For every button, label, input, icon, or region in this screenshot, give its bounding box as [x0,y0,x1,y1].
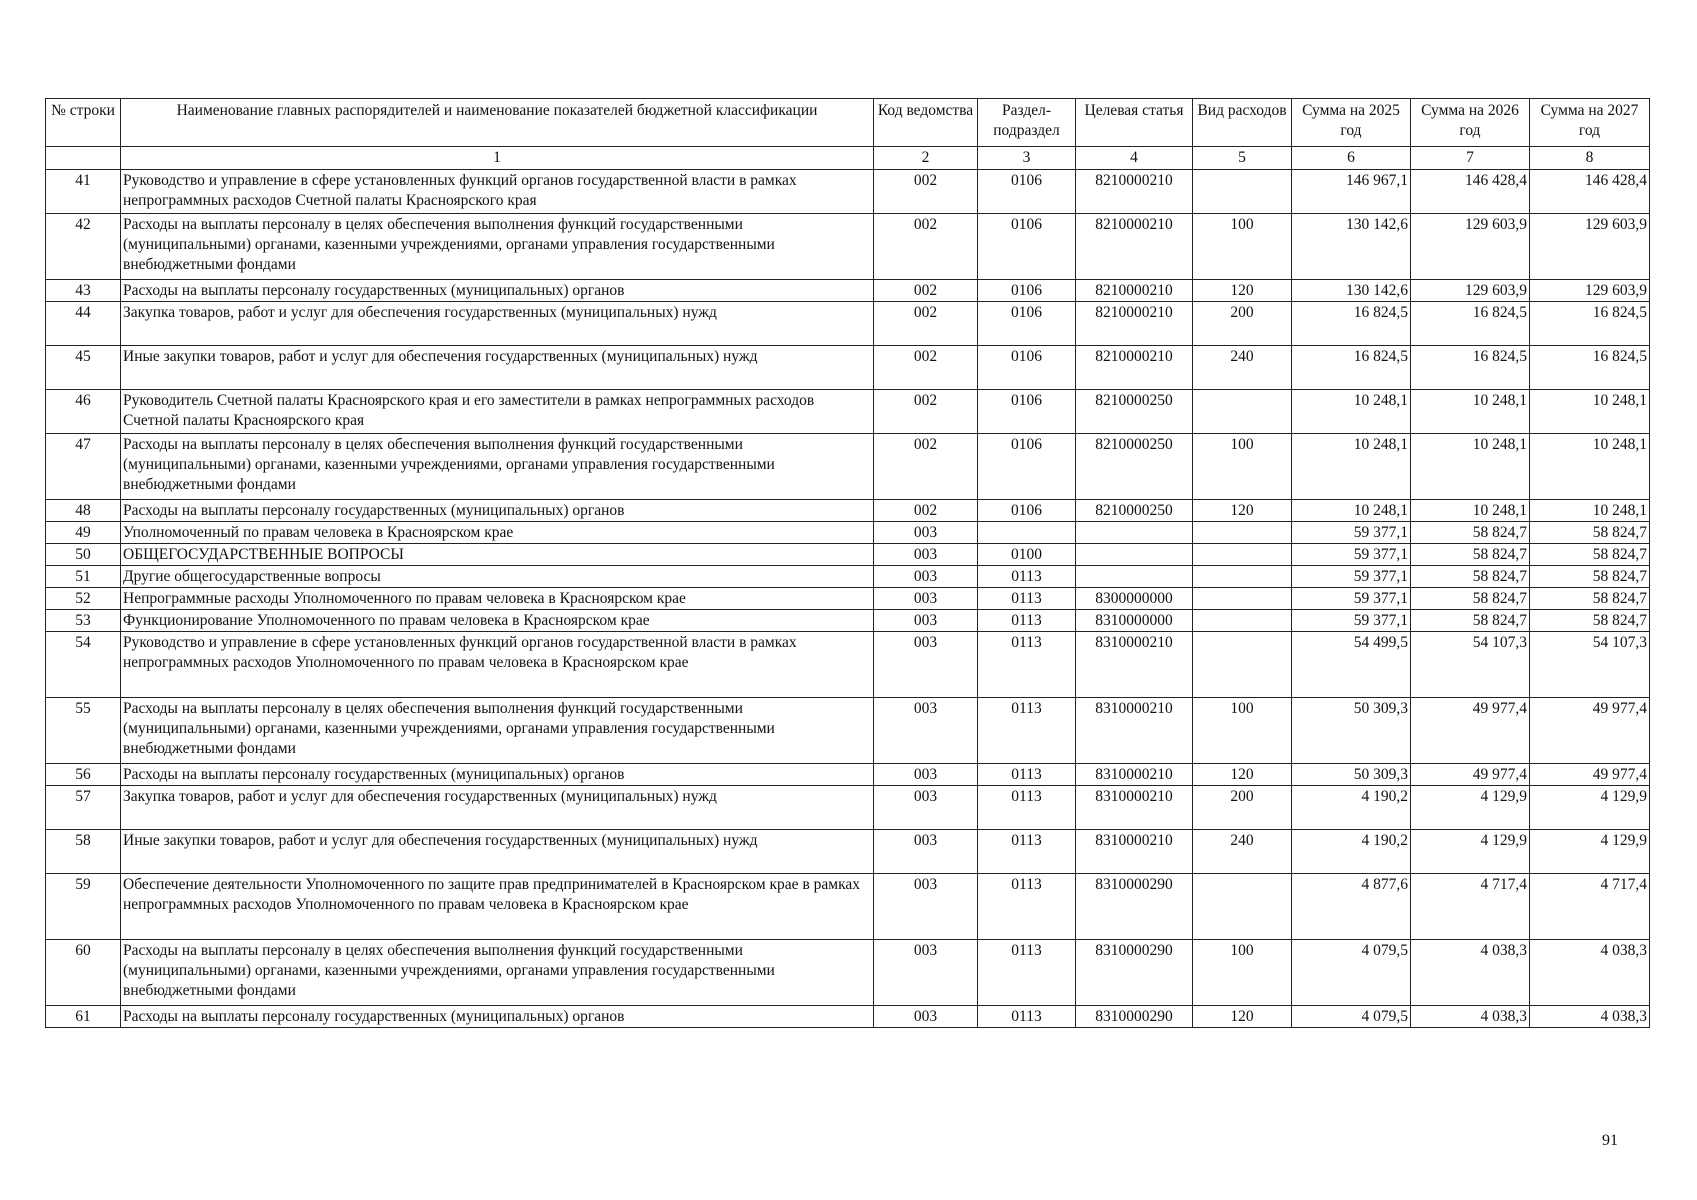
header-cell-section: Раздел-подраздел [978,99,1076,147]
sum-2026-cell: 54 107,3 [1411,632,1530,698]
sum-2027-cell: 129 603,9 [1530,214,1650,280]
name-cell: Обеспечение деятельности Уполномоченного по защите прав предпринимателей в Красноярском крае в рамках непрограммных расходов Уполномоченного по правам человека в Красноярском крае [121,874,874,940]
name-cell: Непрограммные расходы Уполномоченного по правам человека в Красноярском крае [121,588,874,610]
row-number-cell: 46 [46,390,121,434]
expense-type-cell: 100 [1193,940,1292,1006]
table-row [46,588,1650,610]
target-article-cell: 8310000290 [1076,874,1193,940]
target-article-cell [1076,544,1193,566]
row-number-cell: 48 [46,500,121,522]
sum-2027-cell: 49 977,4 [1530,764,1650,786]
column-number-cell: 5 [1193,147,1292,170]
sum-2025-cell: 59 377,1 [1292,544,1411,566]
row-number-cell: 43 [46,280,121,302]
row-number-cell: 50 [46,544,121,566]
name-cell: Расходы на выплаты персоналу государственных (муниципальных) органов [121,1006,874,1028]
table-row [46,632,1650,698]
sum-2026-cell: 16 824,5 [1411,302,1530,346]
sum-2025-cell: 4 079,5 [1292,1006,1411,1028]
name-cell: ОБЩЕГОСУДАРСТВЕННЫЕ ВОПРОСЫ [121,544,874,566]
expense-type-cell [1193,632,1292,698]
expense-type-cell [1193,390,1292,434]
expense-type-cell [1193,170,1292,214]
name-cell: Руководство и управление в сфере установленных функций органов государственной власти в рамках непрограммных расходов Счетной палаты Красноярского края [121,170,874,214]
sum-2025-cell: 50 309,3 [1292,764,1411,786]
header-row [46,99,1650,147]
sum-2026-cell: 49 977,4 [1411,698,1530,764]
department-code-cell: 002 [874,280,978,302]
table-row [46,940,1650,1006]
column-number-cell: 7 [1411,147,1530,170]
row-number-cell: 45 [46,346,121,390]
table-row [46,786,1650,830]
table-row [46,302,1650,346]
sum-2026-cell: 129 603,9 [1411,214,1530,280]
target-article-cell: 8210000210 [1076,302,1193,346]
header-cell-department-code: Код ведомства [874,99,978,147]
target-article-cell: 8310000000 [1076,610,1193,632]
sum-2027-cell: 58 824,7 [1530,588,1650,610]
target-article-cell [1076,522,1193,544]
department-code-cell: 002 [874,500,978,522]
section-cell [978,522,1076,544]
department-code-cell: 003 [874,544,978,566]
section-cell: 0113 [978,698,1076,764]
sum-2026-cell: 146 428,4 [1411,170,1530,214]
expense-type-cell [1193,588,1292,610]
sum-2026-cell: 4 038,3 [1411,1006,1530,1028]
target-article-cell: 8310000210 [1076,698,1193,764]
name-cell: Закупка товаров, работ и услуг для обеспечения государственных (муниципальных) нужд [121,302,874,346]
table-row [46,830,1650,874]
sum-2026-cell: 58 824,7 [1411,588,1530,610]
table-row [46,346,1650,390]
department-code-cell: 002 [874,390,978,434]
sum-2027-cell: 10 248,1 [1530,390,1650,434]
table-row [46,610,1650,632]
expense-type-cell: 200 [1193,302,1292,346]
sum-2025-cell: 146 967,1 [1292,170,1411,214]
target-article-cell: 8210000210 [1076,214,1193,280]
row-number-cell: 51 [46,566,121,588]
target-article-cell: 8310000210 [1076,830,1193,874]
sum-2026-cell: 4 717,4 [1411,874,1530,940]
sum-2025-cell: 59 377,1 [1292,522,1411,544]
target-article-cell: 8210000250 [1076,500,1193,522]
department-code-cell: 003 [874,566,978,588]
expense-type-cell [1193,566,1292,588]
table-row [46,764,1650,786]
name-cell: Уполномоченный по правам человека в Красноярском крае [121,522,874,544]
section-cell: 0106 [978,346,1076,390]
column-number-cell: 8 [1530,147,1650,170]
target-article-cell: 8310000210 [1076,764,1193,786]
department-code-cell: 002 [874,302,978,346]
section-cell: 0113 [978,786,1076,830]
name-cell: Закупка товаров, работ и услуг для обеспечения государственных (муниципальных) нужд [121,786,874,830]
column-number-cell [46,147,121,170]
table-row [46,566,1650,588]
section-cell: 0113 [978,566,1076,588]
section-cell: 0113 [978,632,1076,698]
name-cell: Функционирование Уполномоченного по правам человека в Красноярском крае [121,610,874,632]
table-row [46,434,1650,500]
row-number-cell: 52 [46,588,121,610]
sum-2026-cell: 10 248,1 [1411,434,1530,500]
sum-2027-cell: 10 248,1 [1530,500,1650,522]
row-number-cell: 57 [46,786,121,830]
department-code-cell: 003 [874,786,978,830]
target-article-cell: 8310000210 [1076,786,1193,830]
department-code-cell: 003 [874,610,978,632]
header-cell-sum-2026: Сумма на 2026 год [1411,99,1530,147]
target-article-cell: 8210000250 [1076,390,1193,434]
sum-2026-cell: 58 824,7 [1411,544,1530,566]
table-row [46,522,1650,544]
section-cell: 0106 [978,214,1076,280]
row-number-cell: 41 [46,170,121,214]
sum-2025-cell: 130 142,6 [1292,280,1411,302]
sum-2025-cell: 16 824,5 [1292,302,1411,346]
sum-2025-cell: 50 309,3 [1292,698,1411,764]
target-article-cell [1076,566,1193,588]
sum-2025-cell: 59 377,1 [1292,566,1411,588]
department-code-cell: 002 [874,214,978,280]
table-row [46,214,1650,280]
department-code-cell: 003 [874,874,978,940]
sum-2025-cell: 4 877,6 [1292,874,1411,940]
column-number-cell: 2 [874,147,978,170]
sum-2026-cell: 58 824,7 [1411,566,1530,588]
sum-2027-cell: 4 717,4 [1530,874,1650,940]
sum-2027-cell: 4 129,9 [1530,786,1650,830]
sum-2026-cell: 10 248,1 [1411,500,1530,522]
header-cell-expense-type: Вид расходов [1193,99,1292,147]
department-code-cell: 003 [874,830,978,874]
name-cell: Расходы на выплаты персоналу в целях обеспечения выполнения функций государственными (муниципальными) органами, казенными учреждениями, органами управления государственными внебюджетными фондами [121,698,874,764]
expense-type-cell: 120 [1193,1006,1292,1028]
sum-2027-cell: 58 824,7 [1530,566,1650,588]
row-number-cell: 60 [46,940,121,1006]
department-code-cell: 002 [874,346,978,390]
section-cell: 0106 [978,170,1076,214]
target-article-cell: 8310000210 [1076,632,1193,698]
row-number-cell: 47 [46,434,121,500]
sum-2027-cell: 16 824,5 [1530,302,1650,346]
target-article-cell: 8310000290 [1076,940,1193,1006]
sum-2025-cell: 10 248,1 [1292,434,1411,500]
sum-2026-cell: 16 824,5 [1411,346,1530,390]
name-cell: Расходы на выплаты персоналу государственных (муниципальных) органов [121,500,874,522]
department-code-cell: 003 [874,632,978,698]
table-row [46,1006,1650,1028]
sum-2026-cell: 49 977,4 [1411,764,1530,786]
row-number-cell: 49 [46,522,121,544]
sum-2027-cell: 49 977,4 [1530,698,1650,764]
row-number-cell: 61 [46,1006,121,1028]
sum-2027-cell: 4 129,9 [1530,830,1650,874]
row-number-cell: 53 [46,610,121,632]
header-cell-sum-2025: Сумма на 2025 год [1292,99,1411,147]
sum-2026-cell: 58 824,7 [1411,610,1530,632]
sum-2027-cell: 58 824,7 [1530,544,1650,566]
section-cell: 0106 [978,434,1076,500]
section-cell: 0113 [978,1006,1076,1028]
table-row [46,874,1650,940]
target-article-cell: 8300000000 [1076,588,1193,610]
sum-2026-cell: 129 603,9 [1411,280,1530,302]
column-number-cell: 1 [121,147,874,170]
sum-2025-cell: 10 248,1 [1292,500,1411,522]
sum-2025-cell: 4 079,5 [1292,940,1411,1006]
section-cell: 0113 [978,610,1076,632]
expense-type-cell: 120 [1193,500,1292,522]
name-cell: Руководство и управление в сфере установленных функций органов государственной власти в рамках непрограммных расходов Уполномоченного по правам человека в Красноярском крае [121,632,874,698]
sum-2026-cell: 58 824,7 [1411,522,1530,544]
department-code-cell: 003 [874,698,978,764]
table-row [46,170,1650,214]
section-cell: 0113 [978,588,1076,610]
expense-type-cell: 100 [1193,434,1292,500]
department-code-cell: 003 [874,940,978,1006]
sum-2027-cell: 146 428,4 [1530,170,1650,214]
sum-2025-cell: 59 377,1 [1292,610,1411,632]
sum-2026-cell: 4 129,9 [1411,786,1530,830]
target-article-cell: 8210000250 [1076,434,1193,500]
sum-2025-cell: 16 824,5 [1292,346,1411,390]
table-row [46,390,1650,434]
name-cell: Расходы на выплаты персоналу в целях обеспечения выполнения функций государственными (муниципальными) органами, казенными учреждениями, органами управления государственными внебюджетными фондами [121,434,874,500]
budget-table [45,98,1650,1028]
expense-type-cell: 240 [1193,830,1292,874]
sum-2026-cell: 4 038,3 [1411,940,1530,1006]
table-row [46,500,1650,522]
page-number: 91 [1602,1132,1618,1149]
expense-type-cell: 120 [1193,280,1292,302]
expense-type-cell [1193,544,1292,566]
row-number-cell: 44 [46,302,121,346]
name-cell: Расходы на выплаты персоналу в целях обеспечения выполнения функций государственными (муниципальными) органами, казенными учреждениями, органами управления государственными внебюджетными фондами [121,214,874,280]
target-article-cell: 8210000210 [1076,280,1193,302]
name-cell: Расходы на выплаты персоналу в целях обеспечения выполнения функций государственными (муниципальными) органами, казенными учреждениями, органами управления государственными внебюджетными фондами [121,940,874,1006]
sum-2025-cell: 130 142,6 [1292,214,1411,280]
section-cell: 0113 [978,764,1076,786]
name-cell: Руководитель Счетной палаты Красноярского края и его заместители в рамках непрограммных расходов Счетной палаты Красноярского края [121,390,874,434]
header-cell-row-number: № строки [46,99,121,147]
department-code-cell: 003 [874,764,978,786]
sum-2027-cell: 58 824,7 [1530,522,1650,544]
department-code-cell: 003 [874,522,978,544]
expense-type-cell: 120 [1193,764,1292,786]
column-number-cell: 6 [1292,147,1411,170]
sum-2027-cell: 10 248,1 [1530,434,1650,500]
column-number-row [46,147,1650,170]
sum-2027-cell: 16 824,5 [1530,346,1650,390]
expense-type-cell [1193,522,1292,544]
table-row [46,280,1650,302]
row-number-cell: 55 [46,698,121,764]
sum-2026-cell: 4 129,9 [1411,830,1530,874]
target-article-cell: 8210000210 [1076,346,1193,390]
name-cell: Иные закупки товаров, работ и услуг для обеспечения государственных (муниципальных) нужд [121,346,874,390]
sum-2027-cell: 58 824,7 [1530,610,1650,632]
department-code-cell: 003 [874,1006,978,1028]
column-number-cell: 3 [978,147,1076,170]
section-cell: 0106 [978,500,1076,522]
sum-2027-cell: 4 038,3 [1530,1006,1650,1028]
name-cell: Иные закупки товаров, работ и услуг для обеспечения государственных (муниципальных) нужд [121,830,874,874]
section-cell: 0113 [978,830,1076,874]
sum-2025-cell: 59 377,1 [1292,588,1411,610]
sum-2027-cell: 4 038,3 [1530,940,1650,1006]
row-number-cell: 56 [46,764,121,786]
sum-2025-cell: 54 499,5 [1292,632,1411,698]
sum-2025-cell: 10 248,1 [1292,390,1411,434]
section-cell: 0113 [978,874,1076,940]
column-number-cell: 4 [1076,147,1193,170]
target-article-cell: 8310000290 [1076,1006,1193,1028]
row-number-cell: 54 [46,632,121,698]
sum-2025-cell: 4 190,2 [1292,830,1411,874]
section-cell: 0113 [978,940,1076,1006]
expense-type-cell: 200 [1193,786,1292,830]
sum-2025-cell: 4 190,2 [1292,786,1411,830]
header-cell-name: Наименование главных распорядителей и наименование показателей бюджетной классификации [121,99,874,147]
name-cell: Другие общегосударственные вопросы [121,566,874,588]
sum-2027-cell: 54 107,3 [1530,632,1650,698]
department-code-cell: 003 [874,588,978,610]
section-cell: 0106 [978,280,1076,302]
target-article-cell: 8210000210 [1076,170,1193,214]
table-row [46,698,1650,764]
name-cell: Расходы на выплаты персоналу государственных (муниципальных) органов [121,280,874,302]
expense-type-cell: 240 [1193,346,1292,390]
header-cell-sum-2027: Сумма на 2027 год [1530,99,1650,147]
row-number-cell: 42 [46,214,121,280]
section-cell: 0100 [978,544,1076,566]
row-number-cell: 58 [46,830,121,874]
sum-2026-cell: 10 248,1 [1411,390,1530,434]
table-row [46,544,1650,566]
department-code-cell: 002 [874,170,978,214]
expense-type-cell: 100 [1193,214,1292,280]
expense-type-cell [1193,874,1292,940]
name-cell: Расходы на выплаты персоналу государственных (муниципальных) органов [121,764,874,786]
department-code-cell: 002 [874,434,978,500]
section-cell: 0106 [978,302,1076,346]
expense-type-cell: 100 [1193,698,1292,764]
row-number-cell: 59 [46,874,121,940]
sum-2027-cell: 129 603,9 [1530,280,1650,302]
expense-type-cell [1193,610,1292,632]
header-cell-target-article: Целевая статья [1076,99,1193,147]
section-cell: 0106 [978,390,1076,434]
